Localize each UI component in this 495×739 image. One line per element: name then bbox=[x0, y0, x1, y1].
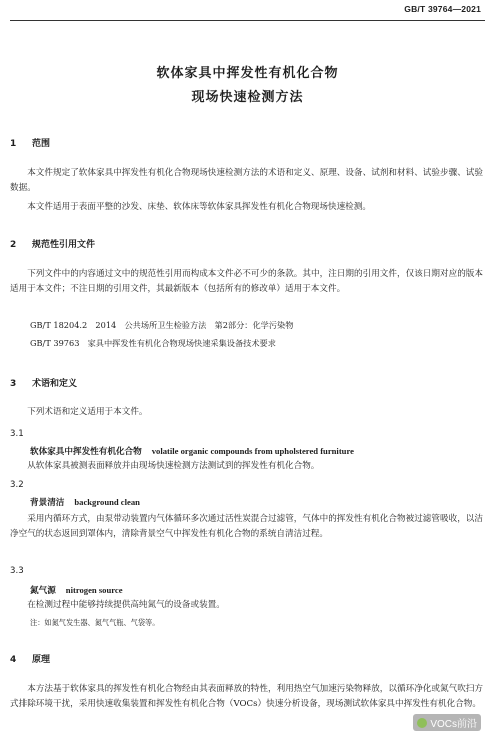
term-definition: 采用内循环方式，由泵带动装置内气体循环多次通过活性炭混合过滤管，气体中的挥发性有机化合物被过滤管吸收，以洁净空气的状态返回到罩体内，清除背景空气中挥发性有机化合物的系统自清洁过程。 bbox=[10, 514, 483, 539]
term-cn: 软体家具中挥发性有机化合物 bbox=[30, 447, 142, 457]
reference-item: GB/T 18204.2 2014 公共场所卫生检验方法 第2部分：化学污染物 bbox=[30, 320, 294, 330]
header-rule bbox=[10, 20, 485, 21]
doc-title-line2: 现场快速检测方法 bbox=[191, 90, 304, 105]
term-name bbox=[30, 584, 123, 596]
term-number: 3.2 bbox=[10, 480, 24, 490]
standard-number: GB/T 39764—2021 bbox=[404, 4, 481, 14]
scope-paragraph-2: 本文件适用于表面平整的沙发、床垫、软体床等软体家具挥发性有机化合物现场快速检测。 bbox=[27, 202, 371, 212]
section-title: 术语和定义 bbox=[32, 379, 78, 389]
section-number: 4 bbox=[10, 655, 17, 665]
doc-title-line1: 软体家具中挥发性有机化合物 bbox=[156, 66, 339, 81]
watermark bbox=[413, 714, 481, 731]
section-title: 范围 bbox=[32, 139, 51, 149]
section-number: 3 bbox=[10, 379, 17, 389]
scope-paragraph-1: 本文件规定了软体家具中挥发性有机化合物现场快速检测方法的术语和定义、原理、设备、试剂和材料、试验步骤、试验数据。 bbox=[10, 168, 483, 193]
term-definition: 从软体家具被测表面释放并由现场快速检测方法测试到的挥发性有机化合物。 bbox=[27, 461, 320, 471]
watermark-text: VOCs前沿 bbox=[430, 719, 477, 730]
term-en: volatile organic compounds from upholstered furniture bbox=[151, 446, 354, 456]
terms-intro: 下列术语和定义适用于本文件。 bbox=[27, 407, 148, 417]
section-title: 规范性引用文件 bbox=[32, 240, 96, 250]
wechat-icon bbox=[417, 718, 427, 728]
term-number: 3.3 bbox=[10, 566, 24, 576]
reference-item: GB/T 39763 家具中挥发性有机化合物现场快速采集设备技术要求 bbox=[30, 338, 276, 348]
term-name bbox=[30, 496, 140, 508]
section-heading-normative bbox=[10, 237, 95, 250]
term-en: background clean bbox=[74, 497, 140, 507]
term-note: 注：如氮气发生器、氮气气瓶、气袋等。 bbox=[30, 618, 160, 627]
term-cn: 背景清洁 bbox=[30, 498, 65, 508]
section-heading-principle bbox=[10, 652, 50, 665]
term-definition: 在检测过程中能够持续提供高纯氮气的设备或装置。 bbox=[27, 600, 225, 610]
section-title: 原理 bbox=[32, 655, 51, 665]
term-cn: 氮气源 bbox=[30, 586, 56, 596]
normative-intro: 下列文件中的内容通过文中的规范性引用而构成本文件必不可少的条款。其中，注日期的引用文件，仅该日期对应的版本适用于本文件；不注日期的引用文件，其最新版本（包括所有的修改单）适用于本文件。 bbox=[10, 269, 483, 294]
section-number: 2 bbox=[10, 240, 17, 250]
term-en: nitrogen source bbox=[65, 585, 123, 595]
term-number: 3.1 bbox=[10, 429, 24, 439]
principle-paragraph: 本方法基于软体家具的挥发性有机化合物经由其表面释放的特性，利用热空气加速污染物释放，以循环净化或氮气吹扫方式排除环境干扰，采用快速收集装置和挥发性有机化合物（VOCs）快速分析设备，现场测试软体家具中挥发性有机化合物。 bbox=[10, 684, 483, 709]
section-heading-terms bbox=[10, 376, 77, 389]
term-name bbox=[30, 445, 354, 457]
section-heading-scope bbox=[10, 136, 50, 149]
section-number: 1 bbox=[10, 139, 17, 149]
